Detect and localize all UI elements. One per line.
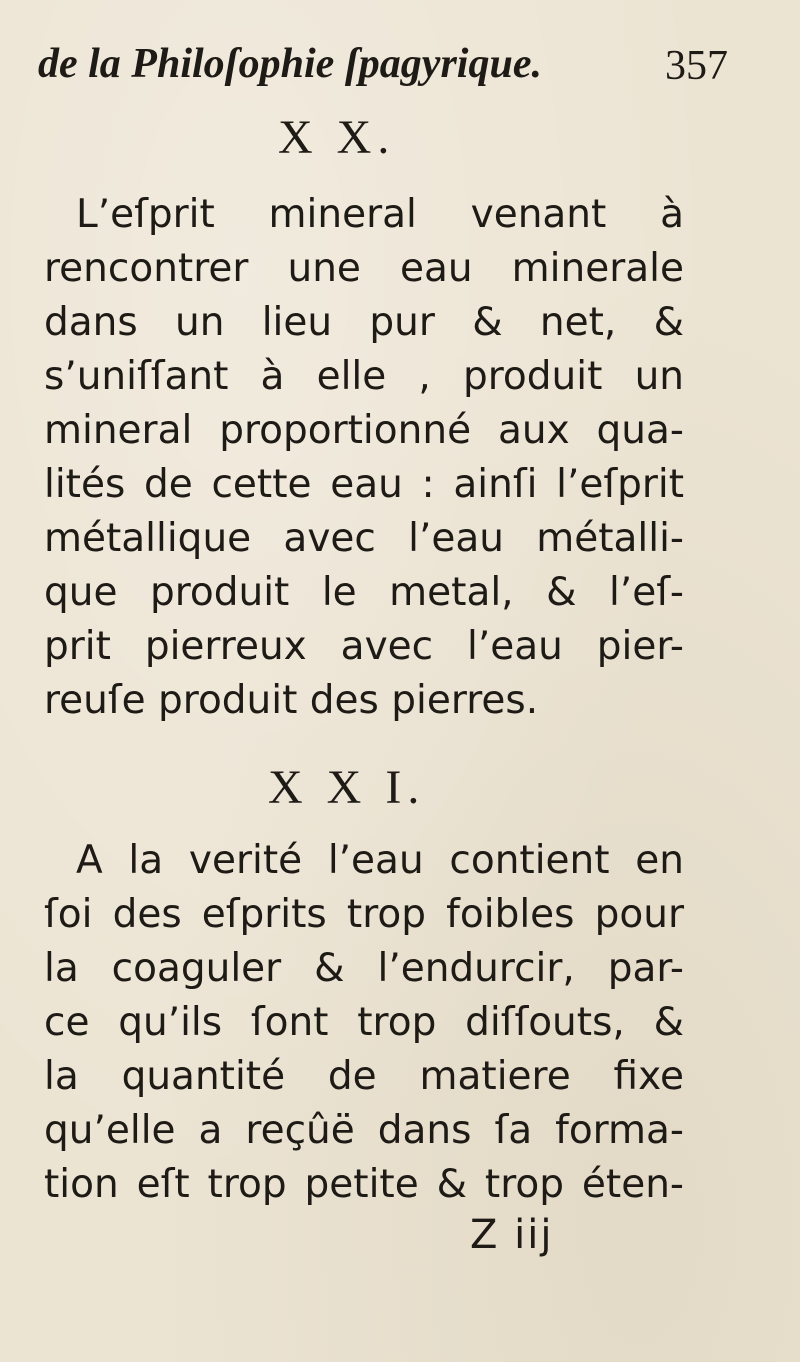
text-line: A la verité l’eau contient en: [76, 838, 684, 883]
text-line: prit pierreux avec l’eau pier-: [44, 624, 684, 669]
text-line: reuſe produit des pierres.: [44, 678, 539, 723]
page-number: 357: [665, 43, 728, 89]
text-line: que produit le metal, & l’eſ-: [44, 570, 684, 615]
text-line: L’eſprit mineral venant à: [76, 192, 684, 237]
text-line: métallique avec l’eau métalli-: [44, 516, 684, 561]
running-head: [38, 30, 728, 90]
text-line: mineral proportionné aux qua-: [44, 408, 684, 453]
text-line: rencontrer une eau minerale: [44, 246, 684, 291]
signature-mark: Z iij: [470, 1212, 554, 1258]
text-line: ce qu’ils ſont trop diſſouts, &: [44, 1000, 684, 1045]
text-line: dans un lieu pur & net, &: [44, 300, 684, 345]
text-line: ſoi des eſprits trop foibles pour: [44, 892, 684, 937]
text-line: la quantité de matiere fixe: [44, 1054, 684, 1099]
paragraph-xxi: [44, 834, 684, 1212]
text-line: lités de cette eau : ainſi l’eſprit: [44, 462, 684, 507]
text-line: la coaguler & l’endurcir, par-: [44, 946, 684, 991]
paragraph-xx: [44, 188, 684, 728]
text-line: tion eſt trop petite & trop éten-: [44, 1162, 684, 1207]
section-heading-xxi: X X I.: [268, 761, 426, 814]
section-heading-xx: X X.: [278, 111, 396, 164]
text-line: s’uniſſant à elle , produit un: [44, 354, 684, 399]
running-title: de la Philoſophie ſpagyrique.: [38, 41, 542, 87]
text-line: qu’elle a reçûë dans ſa forma-: [44, 1108, 684, 1153]
